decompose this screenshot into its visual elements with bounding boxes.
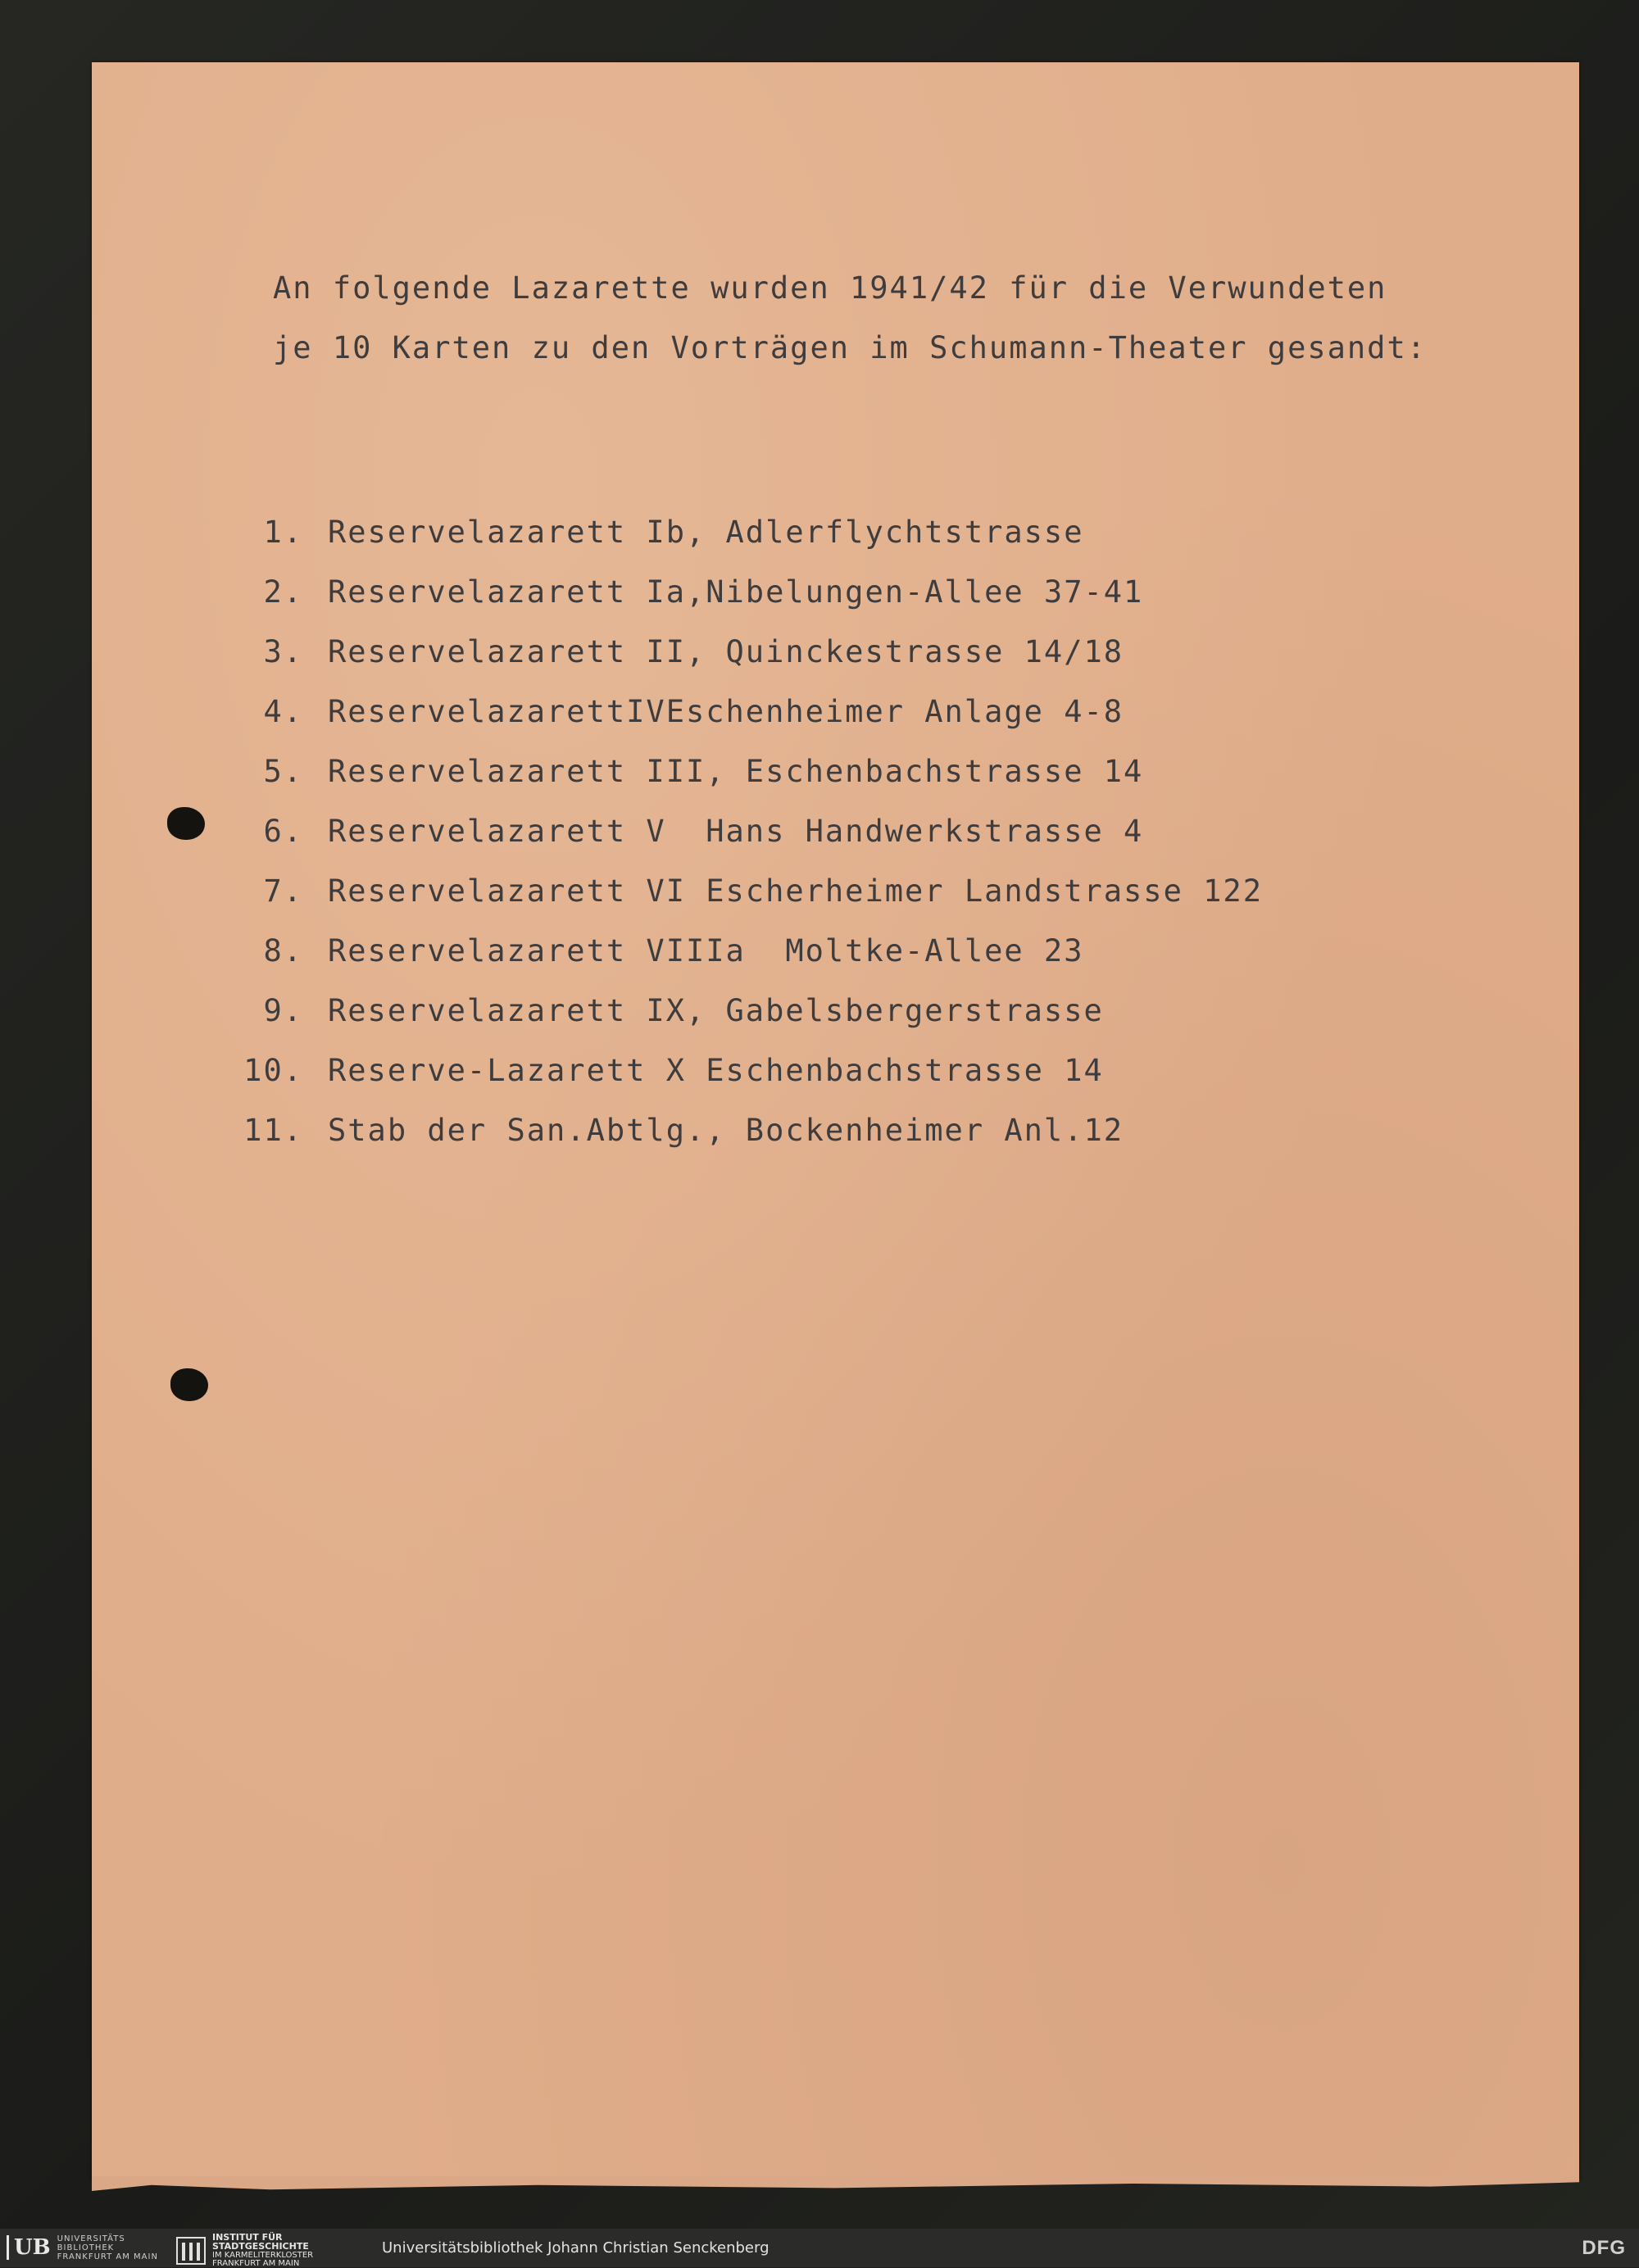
list-item-number: 2. <box>263 574 303 610</box>
intro-line-2: je 10 Karten zu den Vorträgen im Schumann-Theater gesandt: <box>273 330 1428 365</box>
list-item-number: 4. <box>263 694 303 729</box>
ub-logo <box>7 2235 158 2260</box>
list-item: Reservelazarett II, Quinckestrasse 14/18 <box>328 634 1124 669</box>
institut-logo-text: INSTITUT FÜR STADTGESCHICHTE IM KARMELITERKLOSTER FRANKFURT AM MAIN <box>212 2232 314 2268</box>
list-item: Reservelazarett III, Eschenbachstrasse 14 <box>328 754 1144 789</box>
list-item: Reservelazarett Ib, Adlerflychtstrasse <box>328 515 1084 550</box>
list-item: Reservelazarett Ia,Nibelungen-Allee 37-41 <box>328 574 1144 610</box>
list-item-number: 9. <box>263 993 303 1028</box>
ub-logo-mark: UB <box>7 2235 51 2260</box>
list-item-number: 7. <box>263 873 303 909</box>
institut-logo <box>176 2234 313 2268</box>
ub-logo-text: UNIVERSITÄTS BIBLIOTHEK FRANKFURT AM MAIN <box>57 2234 158 2261</box>
dfg-logo: DFG <box>1582 2237 1626 2259</box>
list-item-number: 10. <box>243 1053 303 1088</box>
punch-hole <box>167 807 205 840</box>
library-credit: Universitätsbibliothek Johann Christian Senckenberg <box>382 2239 770 2257</box>
list-item-number: 11. <box>243 1113 303 1148</box>
intro-line-1: An folgende Lazarette wurden 1941/42 für die Verwundeten <box>273 270 1387 306</box>
building-icon <box>176 2237 206 2265</box>
list-item: Reserve-Lazarett X Eschenbachstrasse 14 <box>328 1053 1104 1088</box>
footer-bar <box>0 2229 1639 2267</box>
list-item-number: 8. <box>263 933 303 968</box>
list-item-number: 3. <box>263 634 303 669</box>
punch-hole <box>170 1368 208 1401</box>
list-item-number: 5. <box>263 754 303 789</box>
list-item: Reservelazarett VI Escherheimer Landstrasse 122 <box>328 873 1263 909</box>
list-item-number: 1. <box>263 515 303 550</box>
list-item-number: 6. <box>263 814 303 849</box>
list-item: ReservelazarettIVEschenheimer Anlage 4-8 <box>328 694 1124 729</box>
list-item: Reservelazarett V Hans Handwerkstrasse 4 <box>328 814 1144 849</box>
list-item: Reservelazarett VIIIa Moltke-Allee 23 <box>328 933 1084 968</box>
list-item: Stab der San.Abtlg., Bockenheimer Anl.12 <box>328 1113 1124 1148</box>
list-item: Reservelazarett IX, Gabelsbergerstrasse <box>328 993 1104 1028</box>
